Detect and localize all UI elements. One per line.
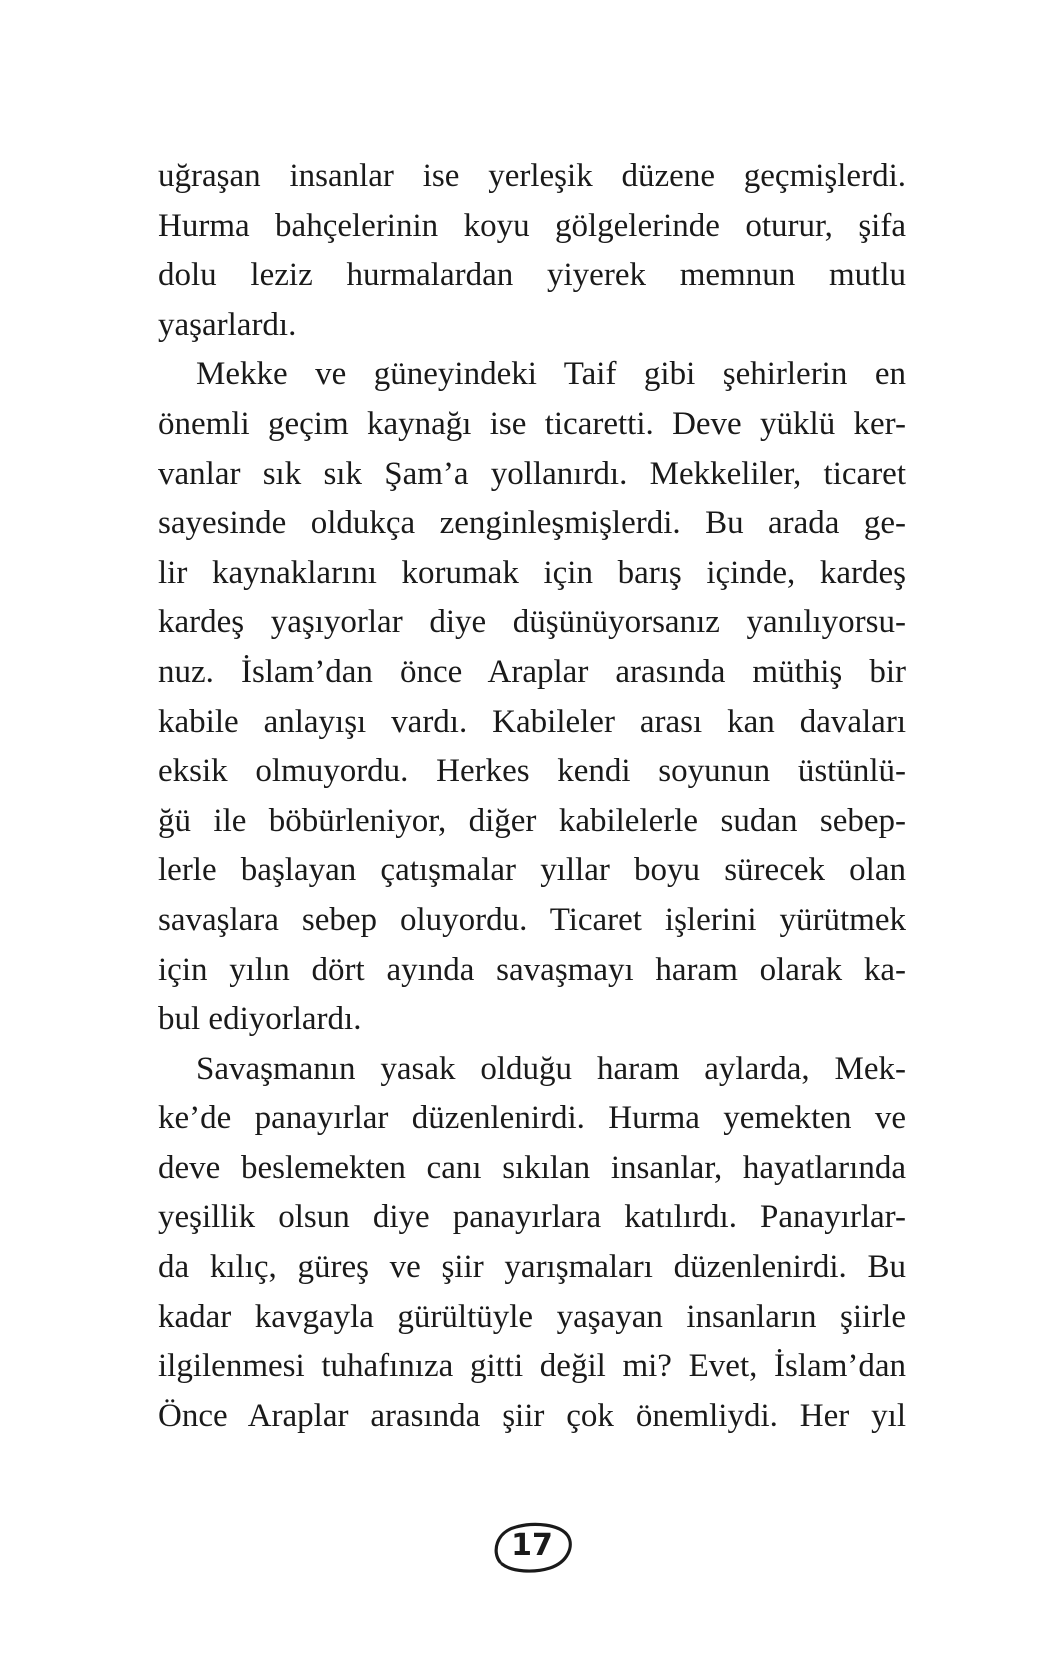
text-line: yaşarlardı.: [158, 306, 297, 343]
text-line: Mekke ve güneyindeki Taif gibi şehirlerin en: [196, 356, 906, 393]
text-line: bul ediyorlardı.: [158, 1001, 362, 1038]
text-line: önemli geçim kaynağı ise ticaretti. Deve yüklü ker-: [158, 405, 906, 442]
text-line: vanlar sık sık Şam’a yollanırdı. Mekkeliler, ticaret: [158, 455, 906, 492]
text-line: Önce Araplar arasında şiir çok önemliydi. Her yıl: [158, 1397, 906, 1434]
page-number-badge: [490, 1518, 574, 1576]
text-line: savaşlara sebep oluyordu. Ticaret işlerini yürütmek: [158, 901, 906, 938]
text-line: ğü ile böbürleniyor, diğer kabilelerle sudan sebep-: [158, 802, 906, 839]
text-line: deve beslemekten canı sıkılan insanlar, hayatlarında: [158, 1149, 906, 1186]
text-line: uğraşan insanlar ise yerleşik düzene geçmişlerdi.: [158, 158, 906, 194]
text-line: kabile anlayışı vardı. Kabileler arası kan davaları: [158, 703, 906, 740]
text-line: kadar kavgayla gürültüyle yaşayan insanların şiirle: [158, 1298, 906, 1335]
text-line: da kılıç, güreş ve şiir yarışmaları düzenlenirdi. Bu: [158, 1249, 906, 1286]
text-line: Hurma bahçelerinin koyu gölgelerinde oturur, şifa: [158, 207, 906, 244]
text-line: yeşillik olsun diye panayırlara katılırdı. Panayırlar-: [158, 1199, 906, 1236]
text-line: için yılın dört ayında savaşmayı haram olarak ka-: [158, 951, 906, 988]
text-line: sayesinde oldukça zenginleşmişlerdi. Bu arada ge-: [158, 505, 906, 542]
text-line: lerle başlayan çatışmalar yıllar boyu sürecek olan: [158, 852, 906, 889]
text-line: lir kaynaklarını korumak için barış içinde, kardeş: [158, 554, 906, 591]
text-line: Savaşmanın yasak olduğu haram aylarda, Mek-: [196, 1050, 906, 1087]
text-line: ke’de panayırlar düzenlenirdi. Hurma yemekten ve: [158, 1100, 906, 1137]
text-line: kardeş yaşıyorlar diye düşünüyorsanız yanılıyorsu-: [158, 604, 906, 641]
text-line: nuz. İslam’dan önce Araplar arasında müthiş bir: [158, 653, 906, 690]
body-text: [158, 152, 906, 1441]
text-line: ilgilenmesi tuhafınıza gitti değil mi? Evet, İslam’dan: [158, 1348, 906, 1385]
text-line: eksik olmuyordu. Herkes kendi soyunun üstünlü-: [158, 753, 906, 790]
text-line: dolu leziz hurmalardan yiyerek memnun mutlu: [158, 257, 906, 294]
page-number: 17: [511, 1528, 553, 1563]
